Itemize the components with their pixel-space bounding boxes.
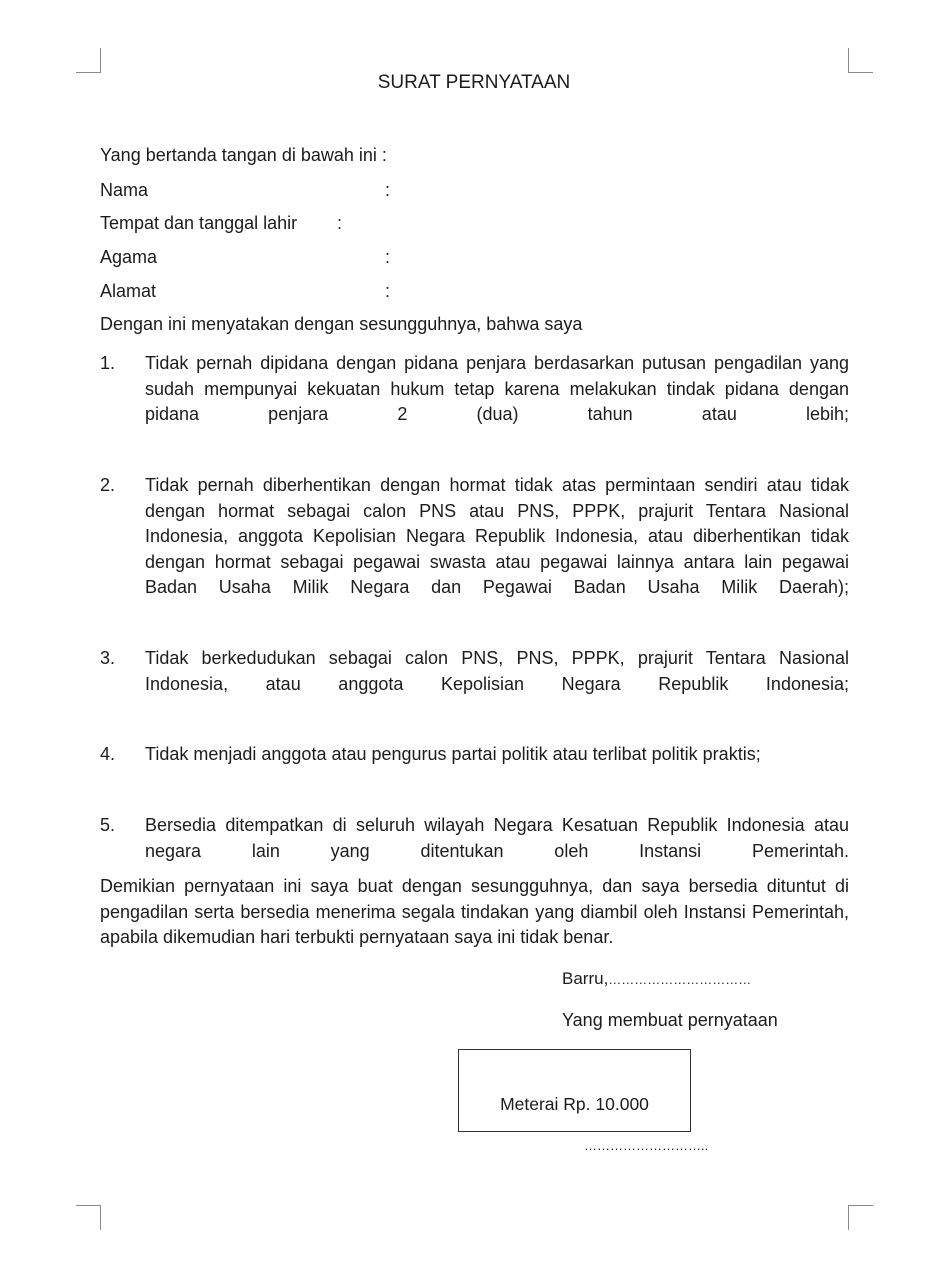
margin-corner-top-right: [848, 48, 873, 73]
list-item: [100, 473, 849, 626]
list-item: [100, 646, 849, 723]
place-label: Barru,: [562, 969, 609, 988]
list-item-number: 5.: [100, 815, 116, 835]
list-item-text: Tidak berkedudukan sebagai calon PNS, PNS, PPPK, prajurit Tentara Nasional Indonesia, atau anggota Kepolisian Negara Republik Indonesia;: [145, 648, 849, 694]
list-item: [100, 351, 849, 453]
field-label-alamat: Alamat: [100, 281, 157, 301]
list-item-number: 4.: [100, 744, 116, 764]
margin-corner-bottom-right: [848, 1205, 873, 1230]
field-colon-agama: :: [385, 247, 391, 267]
statement-text: Dengan ini menyatakan dengan sesungguhnya, bahwa saya: [100, 314, 583, 334]
list-item-number: 2.: [100, 475, 116, 495]
field-label-agama: Agama: [100, 247, 158, 267]
margin-corner-top-left: [76, 48, 101, 73]
list-item-text: Tidak menjadi anggota atau pengurus partai politik atau terlibat politik praktis;: [145, 744, 761, 764]
maker-label: Yang membuat pernyataan: [562, 1010, 778, 1030]
intro-text: Yang bertanda tangan di bawah ini :: [100, 145, 387, 165]
field-label-ttl: Tempat dan tanggal lahir: [100, 213, 298, 233]
list-item-text: Tidak pernah dipidana dengan pidana penjara berdasarkan putusan pengadilan yang sudah mempunyai kekuatan hukum tetap karena melakukan tindak pidana dengan pidana penjara 2 (dua) tahun atau lebih;: [145, 353, 849, 424]
place-date-line: [562, 969, 751, 989]
field-colon-nama: :: [385, 180, 391, 200]
list-item: [100, 742, 849, 768]
stamp-box: [458, 1049, 691, 1132]
list-item-number: 3.: [100, 648, 116, 668]
closing-paragraph: Demikian pernyataan ini saya buat dengan sesungguhnya, dan saya bersedia dituntut di pengadilan serta bersedia menerima segala tindakan yang diambil oleh Instansi Pemerintah, apabila dikemudian hari terbukti pernyataan saya ini tidak benar.: [100, 876, 849, 947]
margin-corner-bottom-left: [76, 1205, 101, 1230]
field-label-nama: Nama: [100, 180, 149, 200]
list-item-number: 1.: [100, 353, 116, 373]
stamp-label: Meterai Rp. 10.000: [500, 1094, 649, 1114]
field-colon-alamat: :: [385, 281, 391, 301]
signature-name-dots: ………………………..: [584, 1138, 709, 1153]
document-title: SURAT PERNYATAAN: [377, 72, 571, 93]
list-item-text: Tidak pernah diberhentikan dengan hormat tidak atas permintaan sendiri atau tidak dengan hormat sebagai calon PNS atau PNS, PPPK, prajurit Tentara Nasional Indonesia, anggota Kepolisian Negara Republik Indonesia, atau diberhentikan tidak dengan hormat sebagai pegawai swasta atau pegawai lainnya antara lain pegawai Badan Usaha Milik Negara dan Pegawai Badan Usaha Milik Daerah);: [145, 475, 849, 597]
list-item-text: Bersedia ditempatkan di seluruh wilayah Negara Kesatuan Republik Indonesia atau negara lain yang ditentukan oleh Instansi Pemerintah.: [145, 815, 849, 861]
field-colon-ttl: :: [337, 213, 343, 233]
date-dots: ……………………………: [608, 972, 752, 987]
